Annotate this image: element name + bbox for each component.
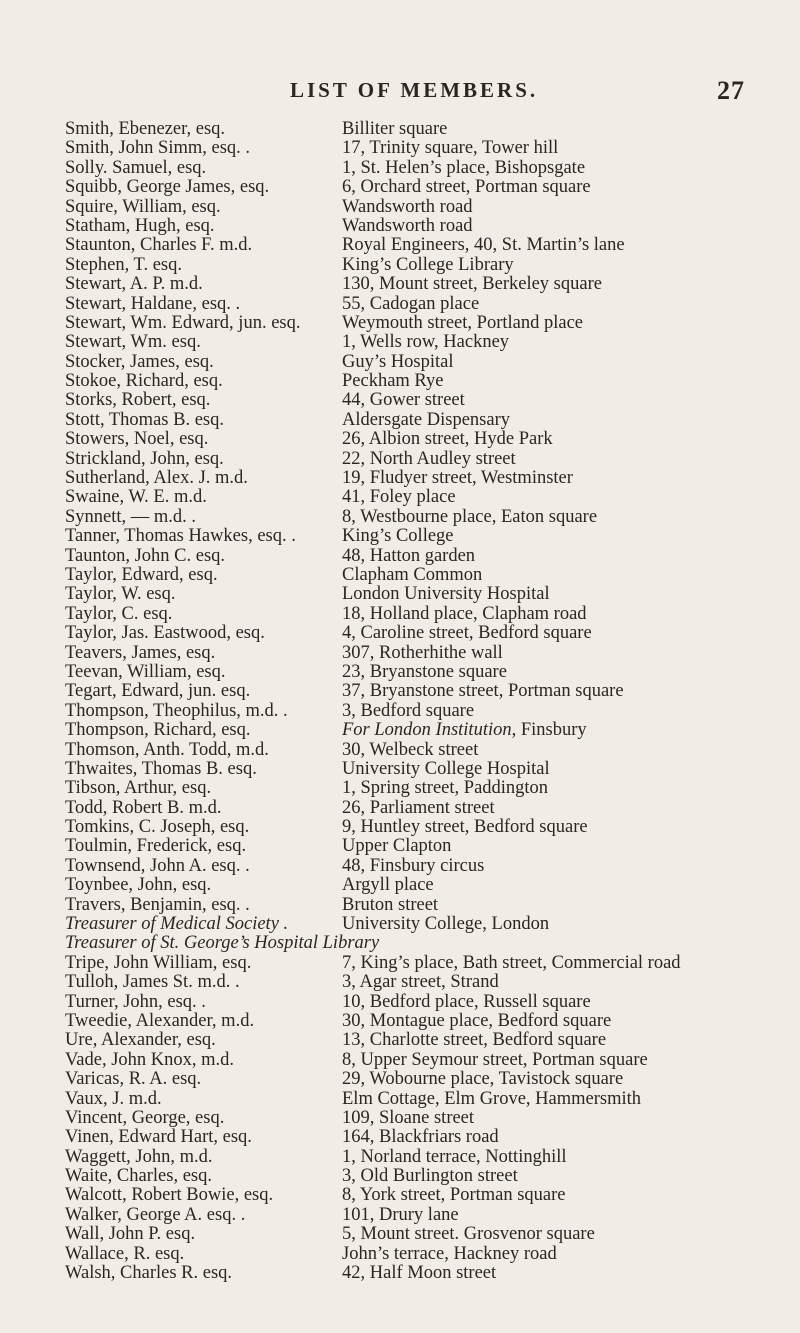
- member-name: Stewart, Wm. Edward, jun. esq.: [65, 312, 301, 333]
- member-name: Treasurer of Medical Society .: [65, 914, 289, 935]
- member-list: [0, 120, 800, 1283]
- member-name: Smith, John Simm, esq. .: [65, 138, 251, 159]
- member-name: Stewart, Wm. esq.: [65, 332, 201, 353]
- member-address: 3, Agar street, Strand: [342, 972, 499, 993]
- member-name: Solly. Samuel, esq.: [65, 157, 207, 178]
- member-address: 26, Albion street, Hyde Park: [342, 429, 553, 450]
- member-name: Wallace, R. esq.: [65, 1243, 185, 1264]
- member-name: Storks, Robert, esq.: [65, 390, 211, 411]
- member-row: [0, 178, 800, 197]
- member-name: Stowers, Noel, esq.: [65, 429, 209, 450]
- member-address: Guy’s Hospital: [342, 351, 454, 372]
- member-row: [0, 760, 800, 779]
- member-address: 48, Finsbury circus: [342, 855, 485, 876]
- member-row: [0, 1012, 800, 1031]
- member-row: [0, 779, 800, 798]
- member-name: Wall, John P. esq.: [65, 1224, 196, 1245]
- member-row: [0, 372, 800, 391]
- member-address: 18, Holland place, Clapham road: [342, 603, 587, 624]
- member-name: Stokoe, Richard, esq.: [65, 371, 223, 392]
- member-name: Strickland, John, esq.: [65, 448, 224, 469]
- member-address: Clapham Common: [342, 564, 483, 585]
- member-address: Elm Cottage, Elm Grove, Hammersmith: [342, 1088, 642, 1109]
- member-row: [0, 857, 800, 876]
- member-name: Taylor, Edward, esq.: [65, 564, 218, 585]
- member-address: Aldersgate Dispensary: [342, 409, 510, 430]
- member-name: Toulmin, Frederick, esq.: [65, 836, 247, 857]
- member-name: Tulloh, James St. m.d. .: [65, 972, 240, 993]
- member-address: 44, Gower street: [342, 390, 465, 411]
- member-name: Tegart, Edward, jun. esq.: [65, 681, 251, 702]
- member-name: Taunton, John C. esq.: [65, 545, 226, 566]
- member-name: Tripe, John William, esq.: [65, 952, 252, 973]
- member-address: 17, Trinity square, Tower hill: [342, 138, 559, 159]
- member-address: 5, Mount street. Grosvenor square: [342, 1224, 595, 1245]
- member-name: Treasurer of St. George’s Hospital Library: [65, 933, 380, 954]
- member-address: 26, Parliament street: [342, 797, 495, 818]
- member-address: 41, Foley place: [342, 487, 456, 508]
- member-address: University College, London: [342, 914, 550, 935]
- member-address: 8, Upper Seymour street, Portman square: [342, 1049, 648, 1070]
- member-address: 1, St. Helen’s place, Bishopsgate: [342, 157, 586, 178]
- member-address: 37, Bryanstone street, Portman square: [342, 681, 624, 702]
- member-name: Squibb, George James, esq.: [65, 177, 270, 198]
- member-address: 3, Old Burlington street: [342, 1166, 518, 1187]
- member-row: [0, 818, 800, 837]
- member-row: [0, 159, 800, 178]
- member-name: Tomkins, C. Joseph, esq.: [65, 817, 250, 838]
- member-row: [0, 508, 800, 527]
- member-name: Statham, Hugh, esq.: [65, 215, 215, 236]
- member-name: Varicas, R. A. esq.: [65, 1069, 202, 1090]
- member-row: [0, 1225, 800, 1244]
- member-name: Vade, John Knox, m.d.: [65, 1049, 235, 1070]
- member-row: [0, 527, 800, 546]
- member-name: Stocker, James, esq.: [65, 351, 214, 372]
- member-address: Billiter square: [342, 119, 448, 139]
- member-row: [0, 1186, 800, 1205]
- member-name: Waite, Charles, esq.: [65, 1166, 212, 1187]
- member-name: Synnett, — m.d. .: [65, 506, 197, 527]
- member-address: 109, Sloane street: [342, 1107, 475, 1128]
- member-address: 30, Welbeck street: [342, 739, 479, 760]
- member-address: Upper Clapton: [342, 836, 452, 857]
- member-address: 23, Bryanstone square: [342, 661, 507, 682]
- member-address: University College Hospital: [342, 758, 550, 779]
- member-address: 101, Drury lane: [342, 1204, 459, 1225]
- member-name: Townsend, John A. esq. .: [65, 855, 250, 876]
- member-name: Walcott, Robert Bowie, esq.: [65, 1185, 274, 1206]
- member-name: Thompson, Theophilus, m.d. .: [65, 700, 288, 721]
- member-row: [0, 702, 800, 721]
- member-row: [0, 605, 800, 624]
- member-address: 3, Bedford square: [342, 700, 475, 721]
- member-address: John’s terrace, Hackney road: [342, 1243, 557, 1264]
- member-name: Ure, Alexander, esq.: [65, 1030, 216, 1051]
- member-row: [0, 993, 800, 1012]
- member-name: Stewart, A. P. m.d.: [65, 274, 203, 295]
- member-address: King’s College: [342, 526, 454, 547]
- member-address: 6, Orchard street, Portman square: [342, 177, 591, 198]
- member-name: Tweedie, Alexander, m.d.: [65, 1010, 255, 1031]
- member-row: [0, 333, 800, 352]
- member-name: Turner, John, esq. .: [65, 991, 206, 1012]
- member-name: Vaux, J. m.d.: [65, 1088, 162, 1109]
- member-row: [0, 1148, 800, 1167]
- member-row: [0, 585, 800, 604]
- member-name: Stephen, T. esq.: [65, 254, 182, 275]
- member-address: 4, Caroline street, Bedford square: [342, 623, 592, 644]
- member-row: [0, 1245, 800, 1264]
- member-row: [0, 314, 800, 333]
- member-row: [0, 1109, 800, 1128]
- member-row: [0, 954, 800, 973]
- member-name: Waggett, John, m.d.: [65, 1146, 213, 1167]
- member-row: [0, 741, 800, 760]
- member-row: [0, 837, 800, 856]
- member-address: 7, King’s place, Bath street, Commercial road: [342, 952, 681, 973]
- member-name: Thwaites, Thomas B. esq.: [65, 758, 257, 779]
- member-name: Smith, Ebenezer, esq.: [65, 119, 226, 139]
- member-name: Sutherland, Alex. J. m.d.: [65, 468, 248, 489]
- member-row: [0, 799, 800, 818]
- member-row: [0, 644, 800, 663]
- member-address: 8, York street, Portman square: [342, 1185, 566, 1206]
- member-row: [0, 547, 800, 566]
- member-name: Stewart, Haldane, esq. .: [65, 293, 241, 314]
- member-address: London University Hospital: [342, 584, 550, 605]
- member-name: Squire, William, esq.: [65, 196, 221, 217]
- member-address: 55, Cadogan place: [342, 293, 480, 314]
- member-name: Thompson, Richard, esq.: [65, 720, 251, 741]
- member-address: 130, Mount street, Berkeley square: [342, 274, 602, 295]
- member-address: 13, Charlotte street, Bedford square: [342, 1030, 607, 1051]
- member-address: 10, Bedford place, Russell square: [342, 991, 591, 1012]
- member-address: 22, North Audley street: [342, 448, 516, 469]
- member-address: 1, Norland terrace, Nottinghill: [342, 1146, 567, 1167]
- member-name: Staunton, Charles F. m.d.: [65, 235, 253, 256]
- member-row: [0, 198, 800, 217]
- member-name: Vincent, George, esq.: [65, 1107, 225, 1128]
- member-address: Wandsworth road: [342, 196, 473, 217]
- member-address: 8, Westbourne place, Eaton square: [342, 506, 598, 527]
- member-row: [0, 139, 800, 158]
- page-header: [0, 78, 800, 108]
- member-row: [0, 973, 800, 992]
- member-name: Walker, George A. esq. .: [65, 1204, 246, 1225]
- member-address: 9, Huntley street, Bedford square: [342, 817, 588, 838]
- member-row: [0, 1206, 800, 1225]
- member-row: [0, 450, 800, 469]
- member-name: Thomson, Anth. Todd, m.d.: [65, 739, 269, 760]
- member-name: Taylor, C. esq.: [65, 603, 173, 624]
- page-number: 27: [717, 76, 745, 105]
- member-row: [0, 934, 800, 953]
- member-address: 1, Spring street, Paddington: [342, 778, 549, 799]
- member-name: Taylor, W. esq.: [65, 584, 176, 605]
- member-name: Teevan, William, esq.: [65, 661, 226, 682]
- member-name: Travers, Benjamin, esq. .: [65, 894, 250, 915]
- member-row: [0, 682, 800, 701]
- member-name: Tibson, Arthur, esq.: [65, 778, 212, 799]
- member-address: King’s College Library: [342, 254, 514, 275]
- member-name: Vinen, Edward Hart, esq.: [65, 1127, 252, 1148]
- member-address: For London Institution, Finsbury: [342, 720, 587, 741]
- member-address: Argyll place: [342, 875, 434, 896]
- member-address: 42, Half Moon street: [342, 1263, 497, 1284]
- member-address: Peckham Rye: [342, 371, 444, 392]
- member-row: [0, 663, 800, 682]
- member-row: [0, 1128, 800, 1147]
- member-address: Bruton street: [342, 894, 439, 915]
- member-row: [0, 1167, 800, 1186]
- member-row: [0, 411, 800, 430]
- member-row: [0, 275, 800, 294]
- member-address: 307, Rotherhithe wall: [342, 642, 503, 663]
- member-address: 29, Wobourne place, Tavistock square: [342, 1069, 624, 1090]
- member-name: Teavers, James, esq.: [65, 642, 216, 663]
- member-name: Todd, Robert B. m.d.: [65, 797, 222, 818]
- member-address: 19, Fludyer street, Westminster: [342, 468, 573, 489]
- member-address: 30, Montague place, Bedford square: [342, 1010, 612, 1031]
- member-row: [0, 488, 800, 507]
- member-row: [0, 1051, 800, 1070]
- member-row: [0, 896, 800, 915]
- member-row: [0, 1090, 800, 1109]
- member-row: [0, 469, 800, 488]
- member-row: [0, 1031, 800, 1050]
- member-address: 164, Blackfriars road: [342, 1127, 499, 1148]
- member-row: [0, 430, 800, 449]
- member-row: [0, 391, 800, 410]
- member-address: Weymouth street, Portland place: [342, 312, 583, 333]
- member-name: Tanner, Thomas Hawkes, esq. .: [65, 526, 296, 547]
- member-row: [0, 915, 800, 934]
- member-row: [0, 721, 800, 740]
- member-address: 1, Wells row, Hackney: [342, 332, 510, 353]
- member-name: Taylor, Jas. Eastwood, esq.: [65, 623, 265, 644]
- member-row: [0, 256, 800, 275]
- member-address: Wandsworth road: [342, 215, 473, 236]
- member-row: [0, 1070, 800, 1089]
- page-title: LIST OF MEMBERS.: [290, 78, 539, 102]
- member-name: Swaine, W. E. m.d.: [65, 487, 207, 508]
- member-name: Walsh, Charles R. esq.: [65, 1263, 233, 1284]
- member-row: [0, 624, 800, 643]
- member-row: [0, 295, 800, 314]
- member-name: Toynbee, John, esq.: [65, 875, 212, 896]
- member-row: [0, 353, 800, 372]
- member-row: [0, 1264, 800, 1283]
- member-address: Royal Engineers, 40, St. Martin’s lane: [342, 235, 625, 256]
- member-row: [0, 217, 800, 236]
- member-name: Stott, Thomas B. esq.: [65, 409, 224, 430]
- member-row: [0, 236, 800, 255]
- member-row: [0, 566, 800, 585]
- member-row: [0, 120, 800, 139]
- member-address: 48, Hatton garden: [342, 545, 476, 566]
- member-row: [0, 876, 800, 895]
